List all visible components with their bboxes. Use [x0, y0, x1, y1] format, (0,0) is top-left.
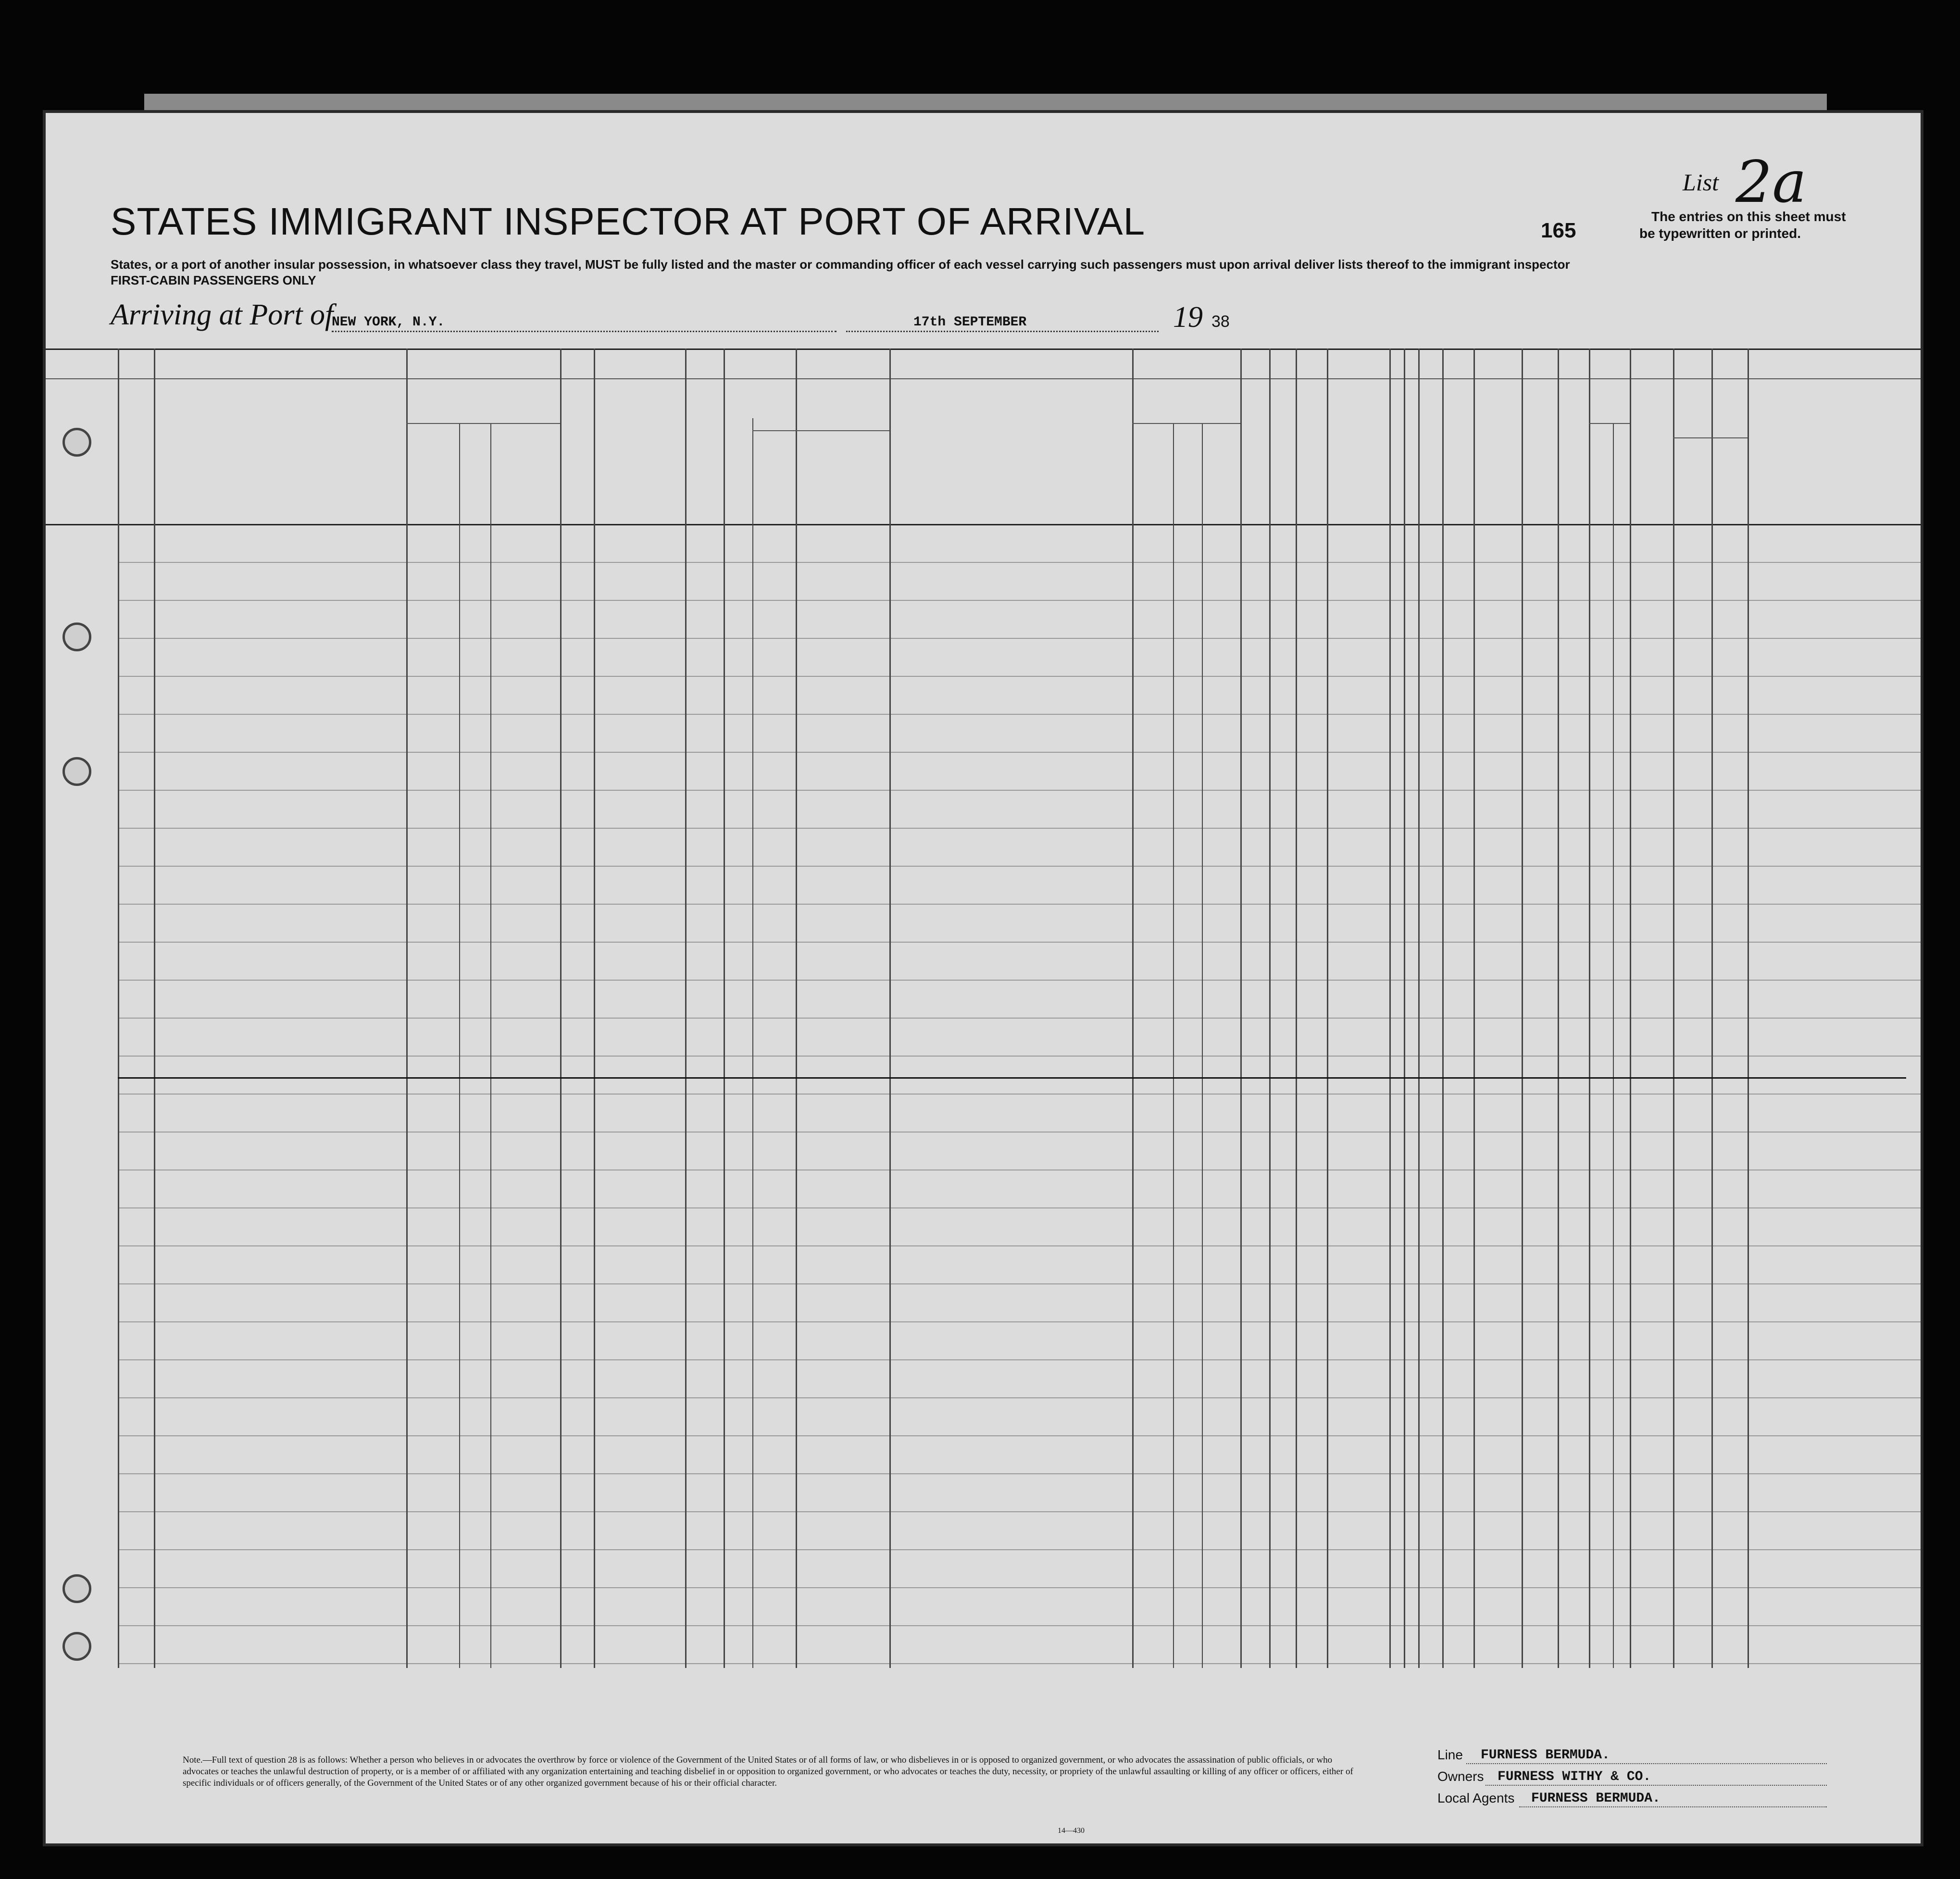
first-cabin-note: FIRST-CABIN PASSENGERS ONLY — [111, 273, 316, 287]
column-rule — [1404, 348, 1405, 1668]
row-rule — [118, 1245, 1921, 1246]
arrival-port: NEW YORK, N.Y. — [332, 315, 445, 330]
column-rule — [1442, 348, 1444, 1668]
row-rule — [118, 866, 1921, 867]
row-rule — [118, 904, 1921, 905]
column-rule — [1327, 348, 1328, 1668]
page-title: STATES IMMIGRANT INSPECTOR AT PORT OF ARRIVAL — [111, 200, 1146, 243]
year-suffix: 38 — [1211, 312, 1230, 331]
row-rule — [118, 752, 1921, 753]
sub-header-rule — [1589, 423, 1630, 424]
column-rule — [1558, 348, 1559, 1668]
column-rule — [1589, 348, 1590, 1668]
page-number: 165 — [1541, 219, 1576, 242]
line-value: FURNESS BERMUDA. — [1481, 1748, 1610, 1763]
line-label: Line — [1437, 1747, 1463, 1762]
column-rule — [118, 348, 119, 1668]
row-rule — [118, 1435, 1921, 1436]
row-rule — [118, 980, 1921, 981]
column-rule — [796, 348, 797, 1668]
column-rule — [406, 348, 408, 1668]
binder-hole — [62, 757, 91, 786]
row-rule — [118, 828, 1921, 829]
column-rule — [1202, 423, 1203, 1668]
header-bottom-rule — [46, 524, 1921, 525]
agents-underline — [1519, 1806, 1827, 1807]
binder-hole — [62, 622, 91, 651]
arriving-label: Arriving at Port of — [111, 299, 334, 331]
entries-note-line2: be typewritten or printed. — [1639, 226, 1801, 241]
column-rule — [594, 348, 595, 1668]
column-rule — [1269, 348, 1271, 1668]
row-rule — [118, 1663, 1921, 1664]
port-underline — [332, 331, 836, 332]
column-rule — [685, 348, 687, 1668]
sub-header-rule — [1132, 423, 1240, 424]
row-rule — [118, 1359, 1921, 1360]
row-rule — [118, 1321, 1921, 1322]
sub-header-rule — [459, 423, 560, 424]
row-rule — [118, 1094, 1921, 1095]
column-rule — [724, 348, 725, 1668]
owners-value: FURNESS WITHY & CO. — [1498, 1769, 1651, 1784]
binder-hole — [62, 1574, 91, 1603]
row-rule — [118, 1283, 1921, 1284]
column-rule — [154, 348, 155, 1668]
row-rule — [118, 714, 1921, 715]
column-rule — [1240, 348, 1242, 1668]
agents-value: FURNESS BERMUDA. — [1531, 1791, 1660, 1806]
column-rule — [1630, 348, 1631, 1668]
date-underline — [846, 331, 1159, 332]
column-rule — [1173, 423, 1174, 1668]
column-rule — [459, 423, 460, 1668]
row-rule — [118, 600, 1921, 601]
column-rule — [1522, 348, 1523, 1668]
line-underline — [1466, 1763, 1827, 1764]
binder-hole — [62, 428, 91, 457]
instruction-line: States, or a port of another insular possession, in whatsoever class they travel, MUST be fully listed and the master or commanding officer of each vessel carrying such passengers must upon arrival deliver lists thereof to the immigrant inspector — [111, 257, 1570, 272]
column-rule — [1296, 348, 1297, 1668]
row-rule — [118, 1397, 1921, 1398]
column-rule — [1673, 348, 1674, 1668]
arrival-date: 17th SEPTEMBER — [913, 315, 1027, 330]
column-rule — [560, 348, 562, 1668]
row-rule — [118, 1549, 1921, 1550]
footnote-question-28: Note.—Full text of question 28 is as follows: Whether a person who believes in or advocates the overthrow by force or violence of the Government of the United States or of all forms of law, or who disbelieves in or is opposed to organized government, or who advocates the assassination of public officials, or who advocates or teaches the unlawful destruction of property, or is a member of or affiliated with any organization entertaining and teaching disbelief in or opposition to organized government, or who advocates or teaches the duty, necessity, or propriety of the unlawful assaulting or killing of any officer or officers, either of specific individuals or of officers generally, of the Government of the United States or of any other organized government because of his or their official character. — [183, 1755, 1353, 1788]
column-rule — [1748, 348, 1749, 1668]
column-rule — [1473, 348, 1475, 1668]
column-rule — [490, 423, 491, 1668]
row-rule — [118, 638, 1921, 639]
manifest-sheet — [46, 113, 1921, 1843]
row-rule — [118, 1473, 1921, 1474]
row-rule — [118, 1207, 1921, 1208]
column-rule — [1132, 348, 1134, 1668]
sub-header-rule — [752, 430, 889, 431]
column-rule — [1613, 423, 1614, 1668]
owners-underline — [1486, 1785, 1827, 1786]
row-rule — [118, 562, 1921, 563]
form-number: 14—430 — [1058, 1827, 1085, 1835]
row-rule — [118, 1018, 1921, 1019]
row-rule — [118, 1625, 1921, 1626]
entries-note-line1: The entries on this sheet must — [1651, 209, 1846, 224]
column-rule — [752, 418, 753, 1668]
row-rule — [118, 790, 1921, 791]
row-rule — [118, 676, 1921, 677]
list-value: 2a — [1735, 149, 1807, 216]
binder-hole — [62, 1632, 91, 1661]
agents-label: Local Agents — [1437, 1791, 1515, 1805]
column-number-rule — [46, 378, 1921, 379]
column-rule — [1389, 348, 1391, 1668]
column-rule — [889, 348, 891, 1668]
year-prefix: 19 — [1173, 301, 1203, 334]
column-rule — [1418, 348, 1420, 1668]
row-rule — [118, 1511, 1921, 1512]
strike-through-row-15 — [118, 1077, 1906, 1079]
row-rule — [118, 1587, 1921, 1588]
list-label: List — [1683, 169, 1719, 196]
row-rule — [118, 942, 1921, 943]
row-rule — [118, 1056, 1921, 1057]
table-top-rule — [46, 348, 1921, 350]
owners-label: Owners — [1437, 1769, 1484, 1784]
sub-header-rule — [1673, 437, 1748, 438]
column-rule — [1711, 437, 1712, 1668]
